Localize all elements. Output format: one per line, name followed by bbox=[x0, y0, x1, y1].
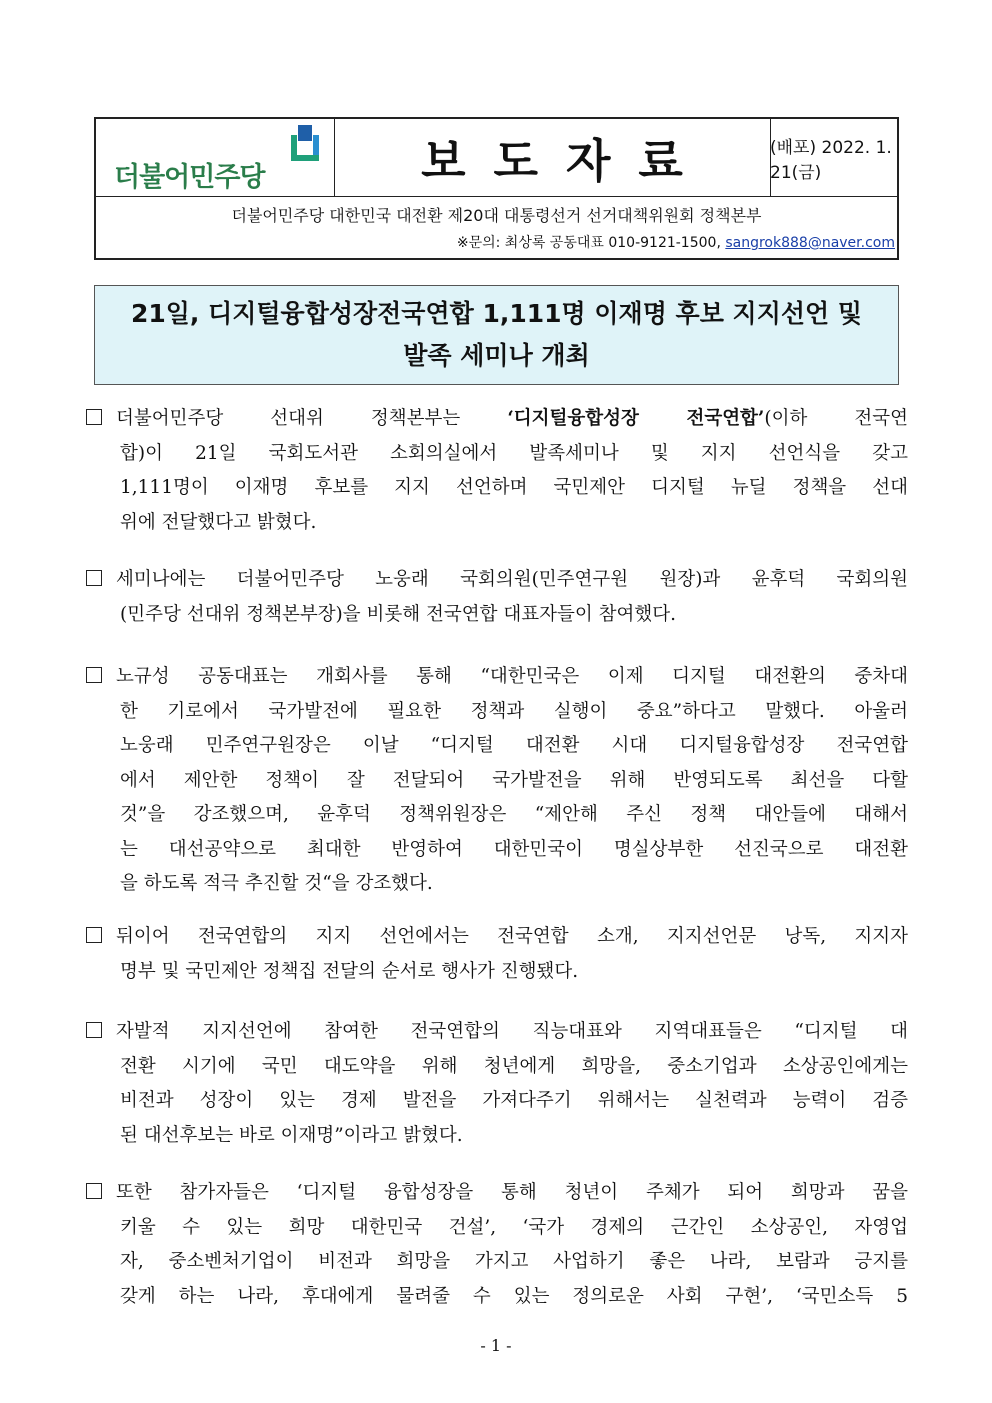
headline-box bbox=[94, 285, 899, 385]
paragraph-5 bbox=[86, 1015, 908, 1153]
organization-line: 더불어민주당 대한민국 대전환 제20대 대통령선거 선거대책위원회 정책본부 bbox=[231, 206, 762, 225]
paragraph-line: 된 대선후보는 바로 이재명”이라고 밝혔다. bbox=[120, 1124, 463, 1146]
checkbox-bullet-icon bbox=[86, 1183, 102, 1199]
checkbox-bullet-icon bbox=[86, 1022, 102, 1038]
contact-line bbox=[457, 232, 895, 252]
paragraph-line bbox=[86, 402, 908, 437]
party-logo bbox=[96, 119, 335, 196]
paragraph-line: 합)이 21일 국회도서관 소회의실에서 발족세미나 및 지지 선언식을 갖고 bbox=[120, 442, 908, 464]
paragraph-line: 1,111명이 이재명 후보를 지지 선언하며 국민제안 디지털 뉴딜 정책을 선대 bbox=[120, 477, 908, 498]
bold-org-name: ‘디지털융합성장 전국연합’ bbox=[507, 408, 765, 429]
paragraph-line: 노웅래 민주연구원장은 이날 “디지털 대전환 시대 디지털융합성장 전국연합 bbox=[120, 735, 908, 756]
paragraph-text: 더불어민주당 선대위 정책본부는 bbox=[116, 408, 508, 429]
paragraph-3 bbox=[86, 660, 908, 902]
paragraph-line: 키울 수 있는 희망 대한민국 건설’, ‘국가 경제의 근간인 소상공인, 자영업 bbox=[120, 1216, 908, 1238]
paragraph-line bbox=[86, 563, 908, 598]
paragraph-line bbox=[86, 1015, 908, 1050]
paragraph-line: 비전과 성장이 있는 경제 발전을 가져다주기 위해서는 실천력과 능력이 검증 bbox=[120, 1090, 908, 1111]
paragraph-line: 갖게 하는 나라, 후대에게 물려줄 수 있는 정의로운 사회 구현’, ‘국민소득 5 bbox=[120, 1285, 908, 1307]
paragraph-4 bbox=[86, 920, 908, 989]
checkbox-bullet-icon bbox=[86, 409, 102, 425]
contact-info: ※문의: 최상록 공동대표 010-9121-1500, bbox=[456, 235, 726, 251]
paragraph-1 bbox=[86, 402, 908, 540]
paragraph-text: 자발적 지지선언에 참여한 전국연합의 직능대표와 지역대표들은 “디지털 대 bbox=[116, 1021, 908, 1042]
paragraph-line bbox=[86, 660, 908, 695]
press-header-table bbox=[94, 117, 899, 260]
paragraph-line: 는 대선공약으로 최대한 반영하여 대한민국이 명실상부한 선진국으로 대전환 bbox=[120, 838, 908, 860]
header-bottom-row bbox=[96, 196, 897, 258]
header-top-row bbox=[96, 119, 897, 197]
paragraph-text: (이하 전국연 bbox=[764, 408, 908, 429]
paragraph-text: 세미나에는 더불어민주당 노웅래 국회의원(민주연구원 원장)과 윤후덕 국회의원 bbox=[116, 569, 908, 590]
press-release-title-cell bbox=[334, 119, 771, 196]
party-logo-text: 더불어민주당 bbox=[114, 162, 265, 193]
paragraph-line: (민주당 선대위 정책본부장)을 비롯해 전국연합 대표자들이 참여했다. bbox=[120, 603, 676, 625]
paragraph-text: 노규성 공동대표는 개회사를 통해 “대한민국은 이제 디지털 대전환의 중차대 bbox=[116, 666, 908, 687]
page-number: - 1 - bbox=[480, 1336, 512, 1355]
party-logo-mark-icon bbox=[289, 125, 321, 163]
paragraph-line: 한 기로에서 국가발전에 필요한 정책과 실행이 중요”하다고 말했다. 아울러 bbox=[120, 700, 908, 722]
checkbox-bullet-icon bbox=[86, 927, 102, 943]
paragraph-line: 위에 전달했다고 밝혔다. bbox=[120, 511, 317, 533]
paragraph-line bbox=[86, 920, 908, 955]
paragraph-text: 또한 참가자들은 ‘디지털 융합성장을 통해 청년이 주체가 되어 희망과 꿈을 bbox=[116, 1182, 908, 1203]
paragraph-6 bbox=[86, 1176, 908, 1314]
paragraph-line: 것”을 강조했으며, 윤후덕 정책위원장은 “제안해 주신 정책 대안들에 대해서 bbox=[120, 804, 908, 825]
release-date: (배포) 2022. 1. 21(금) bbox=[770, 137, 892, 183]
checkbox-bullet-icon bbox=[86, 667, 102, 683]
paragraph-text: 뒤이어 전국연합의 지지 선언에서는 전국연합 소개, 지지선언문 낭독, 지지자 bbox=[116, 926, 908, 947]
paragraph-line: 자, 중소벤처기업이 비전과 희망을 가지고 사업하기 좋은 나라, 보람과 긍지를 bbox=[120, 1251, 908, 1272]
paragraph-2 bbox=[86, 563, 908, 632]
paragraph-line: 전환 시기에 국민 대도약을 위해 청년에게 희망을, 중소기업과 소상공인에게는 bbox=[120, 1055, 908, 1077]
paragraph-line: 에서 제안한 정책이 잘 전달되어 국가발전을 위해 반영되도록 최선을 다할 bbox=[120, 769, 908, 791]
headline-line-2: 발족 세미나 개최 bbox=[403, 341, 590, 370]
paragraph-line: 명부 및 국민제안 정책집 전달의 순서로 행사가 진행됐다. bbox=[120, 960, 579, 982]
paragraph-line: 을 하도록 적극 추진할 것“을 강조했다. bbox=[120, 873, 433, 894]
headline-line-1: 21일, 디지털융합성장전국연합 1,111명 이재명 후보 지지선언 및 bbox=[130, 299, 863, 328]
paragraph-line bbox=[86, 1176, 908, 1211]
checkbox-bullet-icon bbox=[86, 570, 102, 586]
contact-email-link[interactable]: sangrok888@naver.com bbox=[725, 235, 895, 251]
press-release-title: 보도자료 bbox=[421, 133, 711, 188]
